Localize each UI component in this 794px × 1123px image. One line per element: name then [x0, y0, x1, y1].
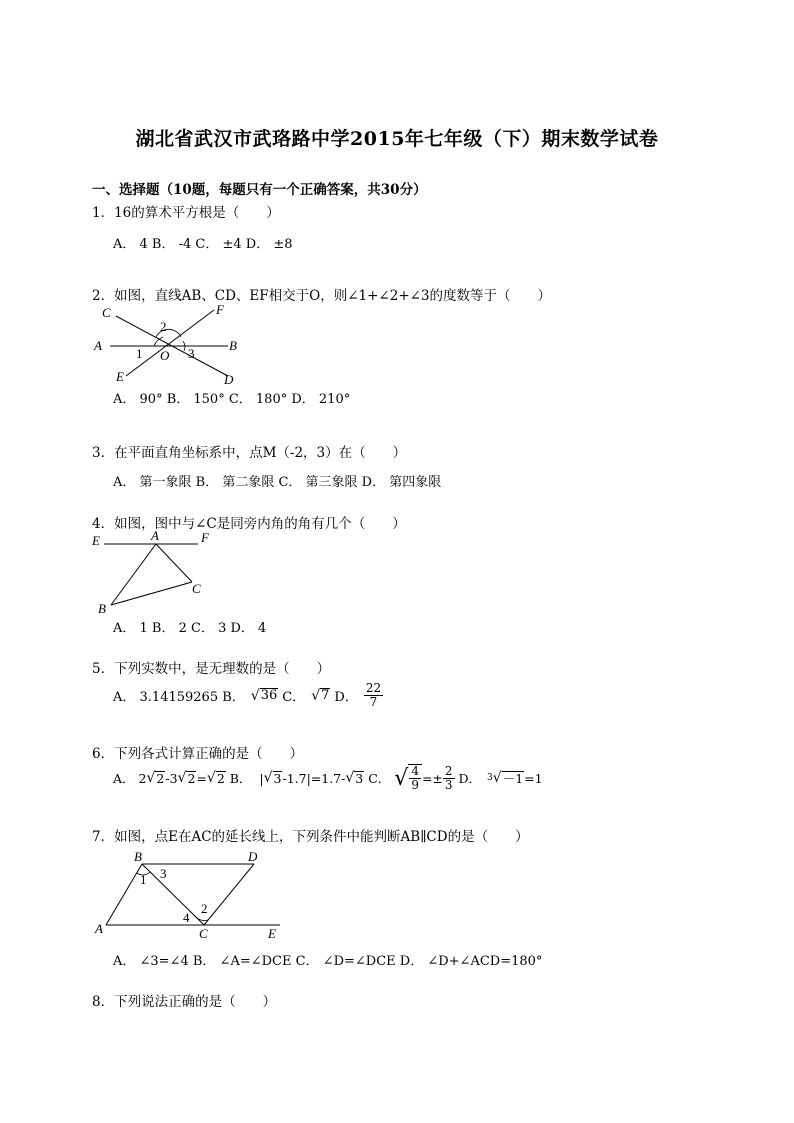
option-b-label: B． |: [225, 771, 264, 787]
radicand: 2: [156, 770, 165, 786]
fraction-denominator: 3: [444, 777, 453, 792]
question-7-options: A． ∠3=∠4 B． ∠A=∠DCE C． ∠D=∠DCE D． ∠D+∠ACD=180°: [113, 954, 543, 969]
option-a-equals: =: [196, 770, 207, 786]
question-3-stem: 3．在平面直角坐标系中，点M（-2，3）在（ ）: [92, 445, 407, 461]
label-c: C: [199, 926, 208, 941]
radicand: －1: [502, 770, 524, 786]
label-angle-3: 3: [160, 866, 167, 881]
label-c: C: [102, 305, 111, 320]
cube-root-index: 3: [487, 773, 493, 784]
question-1-options: A． 4 B． -4 C． ±4 D． ±8: [113, 237, 293, 252]
question-7-stem: 7．如图，点E在AC的延长线上，下列条件中能判断AB∥CD的是（ ）: [92, 829, 529, 845]
label-o: O: [160, 348, 170, 363]
label-angle-2: 2: [201, 901, 208, 916]
question-8-stem: 8．下列说法正确的是（ ）: [92, 994, 277, 1010]
segment-cd: [204, 864, 254, 925]
label-a: A: [95, 921, 103, 936]
option-b-mid: -1.7|=1.7-: [282, 770, 346, 786]
label-angle-3: 3: [188, 346, 195, 361]
option-a-mid: -3: [165, 770, 178, 786]
sqrt-icon: √: [146, 770, 156, 787]
fraction-denominator: 9: [411, 778, 419, 793]
fraction-numerator: 2: [444, 763, 453, 778]
option-d-label: D．: [454, 771, 482, 787]
label-d: D: [224, 372, 234, 387]
label-f: F: [201, 530, 209, 545]
label-b: B: [229, 338, 237, 353]
label-b: B: [98, 601, 106, 616]
label-b: B: [134, 849, 142, 864]
section-heading: 一、选择题（10题，每题只有一个正确答案，共30分）: [92, 182, 427, 198]
fraction-numerator: 4: [411, 764, 419, 778]
radicand: 3: [355, 770, 364, 786]
radicand-36: 36: [260, 688, 278, 704]
label-angle-4: 4: [183, 910, 190, 925]
option-a-prefix: A． 2: [113, 771, 147, 787]
radicand: 3: [273, 770, 282, 786]
question-4-stem: 4．如图，图中与∠C是同旁内角的角有几个（ ）: [92, 516, 406, 532]
question-6-options: [113, 764, 543, 792]
label-c: C: [192, 581, 201, 596]
fraction-denominator: 7: [369, 695, 378, 710]
question-2-stem: 2．如图，直线AB、CD、EF相交于O，则∠1+∠2+∠3的度数等于（ ）: [92, 288, 552, 304]
option-d-equals: =1: [524, 770, 543, 786]
label-angle-2: 2: [160, 319, 167, 334]
segment-ab: [106, 864, 142, 925]
fraction-4-9: [408, 764, 422, 792]
sqrt-icon: √: [345, 770, 355, 787]
sqrt-icon: √: [177, 770, 187, 787]
label-d: D: [248, 849, 258, 864]
sqrt-icon: √: [394, 765, 409, 791]
radicand: 2: [216, 770, 225, 786]
question-4-figure: [88, 527, 218, 617]
sqrt-icon: √: [250, 687, 260, 704]
fraction-numerator: 22: [365, 681, 382, 695]
question-5-stem: 5．下列实数中，是无理数的是（ ）: [92, 661, 331, 677]
segment-bc: [111, 582, 192, 605]
question-7-figure: [90, 846, 290, 946]
option-c-plusminus: =±: [421, 770, 443, 786]
fraction-22-7: [364, 682, 383, 709]
page-title: 湖北省武汉市武珞路中学2015年七年级（下）期末数学试卷: [135, 128, 659, 150]
segment-ab: [111, 544, 156, 605]
label-e: E: [268, 926, 276, 941]
sqrt-icon: √: [206, 770, 216, 787]
question-1-stem: 1．16的算术平方根是（ ）: [92, 205, 280, 221]
label-f: F: [216, 302, 224, 317]
sqrt-icon: √: [263, 770, 273, 787]
option-a-text: A． 3.14159265 B．: [113, 690, 245, 706]
label-angle-1: 1: [136, 346, 143, 361]
question-2-figure: [88, 300, 248, 390]
option-c-label: C．: [282, 690, 306, 706]
label-a: A: [151, 528, 159, 543]
option-c-label: C．: [364, 771, 391, 787]
label-e: E: [92, 533, 100, 548]
question-2-options: A． 90° B． 150° C． 180° D． 210°: [113, 392, 351, 407]
question-4-options: A． 1 B． 2 C． 3 D． 4: [113, 621, 267, 636]
line-ef: [126, 310, 214, 376]
fraction-2-3: [443, 765, 455, 792]
radicand-7: 7: [321, 688, 330, 704]
label-angle-1: 1: [140, 872, 147, 887]
sqrt-icon: √: [311, 687, 321, 704]
label-e: E: [116, 369, 124, 384]
question-6-stem: 6．下列各式计算正确的是（ ）: [92, 746, 304, 762]
segment-bc: [142, 864, 204, 925]
segment-ac: [156, 544, 192, 582]
option-d-label: D．: [334, 690, 358, 706]
question-3-options: A． 第一象限 B． 第二象限 C． 第三象限 D． 第四象限: [113, 475, 442, 490]
label-a: A: [94, 338, 102, 353]
angle-arc-c: [195, 916, 208, 921]
radicand: 2: [187, 770, 196, 786]
question-5-options: [113, 682, 383, 709]
sqrt-icon: √: [492, 770, 502, 787]
